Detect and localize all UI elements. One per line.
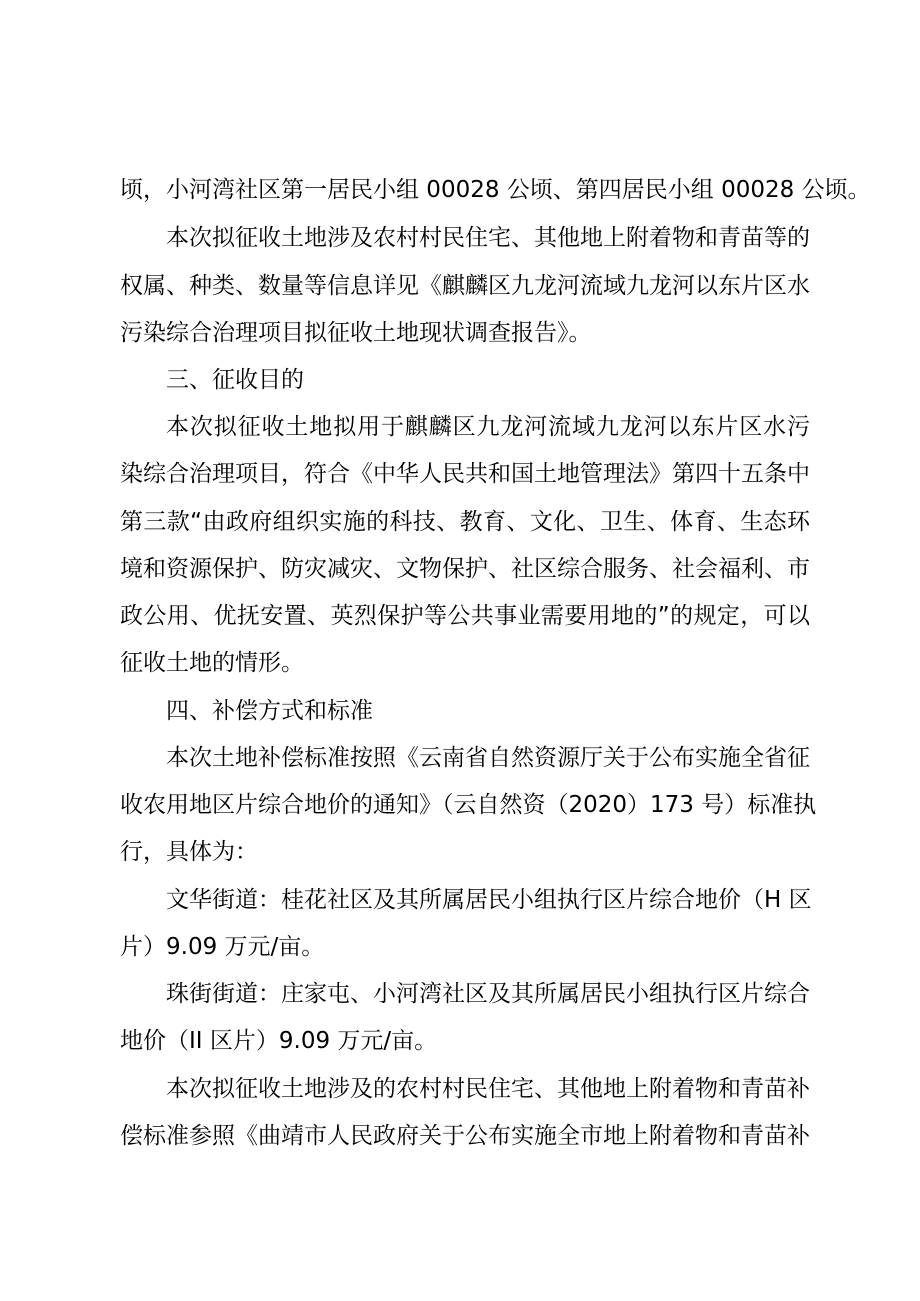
text-line: 顷，小河湾社区第一居民小组 00028 公顷、第四居民小组 00028 公顷。 bbox=[120, 177, 871, 203]
text-line: 偿标准参照《曲靖市人民政府关于公布实施全市地上附着物和青苗补 bbox=[120, 1123, 810, 1149]
text-line: 权属、种类、数量等信息详见《麒麟区九龙河流域九龙河以东片区水 bbox=[120, 273, 810, 299]
text-line: 本次拟征收土地涉及的农村村民住宅、其他地上附着物和青苗补 bbox=[166, 1076, 810, 1102]
text-line: 本次土地补偿标准按照《云南省自然资源厅关于公布实施全省征 bbox=[166, 745, 810, 771]
text-line: 收农用地区片综合地价的通知》（云自然资（2020）173 号）标准执 bbox=[120, 792, 817, 818]
text-line: 染综合治理项目，符合《中华人民共和国土地管理法》第四十五条中 bbox=[120, 461, 810, 487]
text-line: 污染综合治理项目拟征收土地现状调查报告》。 bbox=[120, 320, 592, 346]
text-line: 本次拟征收土地涉及农村村民住宅、其他地上附着物和青苗等的 bbox=[166, 225, 810, 251]
text-line: 政公用、优抚安置、英烈保护等公共事业需要用地的”的规定，可以 bbox=[120, 603, 810, 629]
text-line: 本次拟征收土地拟用于麒麟区九龙河流域九龙河以东片区水污 bbox=[166, 414, 810, 440]
text-line: 境和资源保护、防灾减灾、文物保护、社区综合服务、社会福利、市 bbox=[120, 556, 810, 582]
section-heading: 三、征收目的 bbox=[166, 367, 304, 393]
text-line: 征收土地的情形。 bbox=[120, 650, 304, 676]
text-line: 片）9.09 万元/亩。 bbox=[120, 934, 325, 960]
section-heading: 四、补偿方式和标准 bbox=[166, 698, 373, 724]
text-line: 文华街道：桂花社区及其所属居民小组执行区片综合地价（H 区 bbox=[166, 887, 812, 913]
text-line: 第三款“由政府组织实施的科技、教育、文化、卫生、体育、生态环 bbox=[120, 509, 810, 535]
text-line: 地价（II 区片）9.09 万元/亩。 bbox=[120, 1028, 438, 1054]
text-line: 行，具体为： bbox=[120, 839, 258, 865]
text-line: 珠街街道：庄家屯、小河湾社区及其所属居民小组执行区片综合 bbox=[166, 981, 810, 1007]
